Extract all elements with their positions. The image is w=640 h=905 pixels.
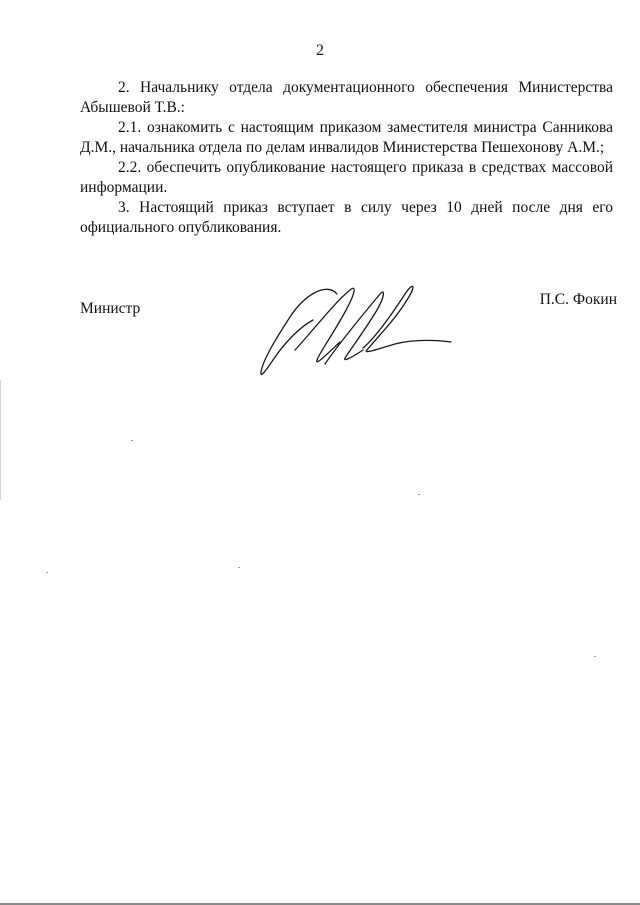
page-number: 2 [316,42,324,59]
paragraph-2: 2. Начальнику отдела документационного обеспечения Министерства Абышевой Т.В.: [80,79,613,116]
scan-speck [46,572,48,573]
scan-speck [418,494,420,495]
paragraph-3: 3. Настоящий приказ вступает в силу через 10 дней после дня его официального опубликования. [80,199,613,236]
signer-name: П.С. Фокин [539,291,617,308]
paragraph-2-2: 2.2. обеспечить опубликование настоящего приказа в средствах массовой информации. [80,159,613,196]
scan-speck [131,440,133,441]
signer-role: Министр [80,300,141,317]
scan-edge-mark [0,380,1,500]
handwritten-signature [255,272,455,380]
scan-speck [594,656,596,657]
paragraph-2-1: 2.1. ознакомить с настоящим приказом заместителя министра Санникова Д.М., начальника отдела по делам инвалидов Министерства Пешехонову А.М.; [80,119,613,156]
scan-speck [238,567,240,568]
document-body [80,78,613,238]
